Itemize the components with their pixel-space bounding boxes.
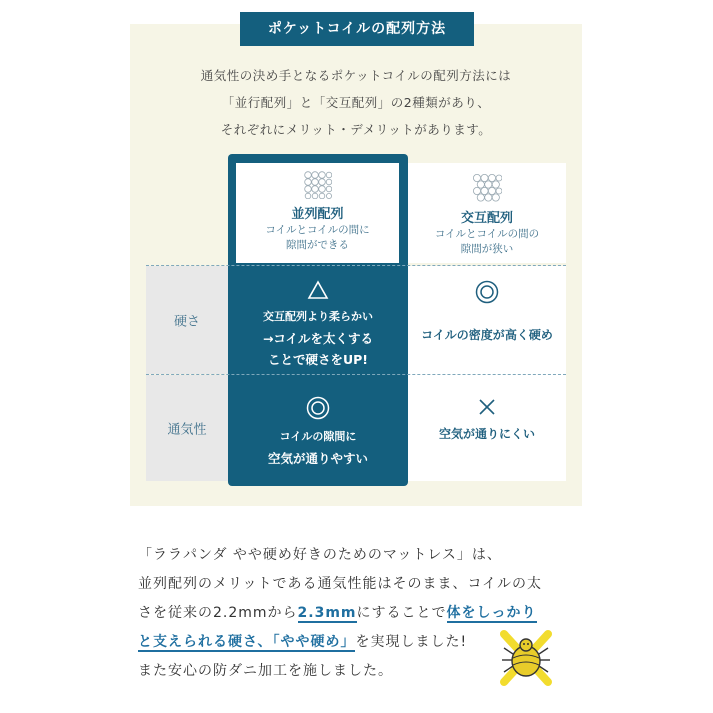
crossed-out-mite-icon [496, 628, 556, 688]
row-label-breathability: 通気性 [146, 375, 228, 481]
highlight-text: 体をしっかり [446, 605, 537, 621]
row-divider [146, 265, 566, 266]
intro-line: 「並行配列」と「交互配列」の2種類があり、 [221, 95, 491, 110]
cell-breathability-alternate: 空気が通りにくい [408, 397, 566, 442]
alternate-column-header [408, 163, 566, 263]
parallel-column-header [236, 163, 399, 263]
cross-icon [477, 397, 497, 417]
intro-line: 通気性の決め手となるポケットコイルの配列方法には [200, 68, 512, 83]
triangle-icon [307, 280, 329, 300]
alternating-coil-grid-icon [472, 173, 502, 203]
highlight-text: 2.3mm [297, 605, 357, 621]
parallel-coil-grid-icon [304, 171, 332, 199]
double-circle-icon [306, 396, 330, 420]
double-circle-icon [475, 280, 499, 304]
parallel-title: 並列配列 [291, 207, 344, 222]
description-text: 「ララパンダ やや硬め好きのためのマットレス」は、 並列配列のメリットである通気性能はそのまま、コイルの太 さを従来の2.2mmから2.3mmにすることで体をしっかり と支えられる硬さ、「やや硬め」を実現しました! また安心の防ダニ加工を施しました。 [138, 547, 543, 679]
row-divider [146, 374, 566, 375]
alternate-title: 交互配列 [460, 211, 513, 226]
intro-line: それぞれにメリット・デメリットがあります。 [220, 122, 492, 137]
alternate-desc: コイルとコイルの間の 隙間が狭い [434, 228, 540, 255]
intro-text [130, 62, 582, 143]
section-title: ポケットコイルの配列方法 [240, 12, 474, 46]
row-label-hardness: 硬さ [146, 266, 228, 374]
cell-hardness-alternate: コイルの密度が高く硬め [408, 280, 566, 343]
parallel-desc: コイルとコイルの間に 隙間ができる [265, 224, 370, 251]
cell-hardness-parallel: 交互配列より柔らかい →コイルを太くする ことで硬さをUP! [228, 280, 408, 368]
highlight-text: と支えられる硬さ、「やや硬め」 [138, 634, 356, 650]
cell-breathability-parallel: コイルの隙間に 空気が通りやすい [228, 396, 408, 467]
